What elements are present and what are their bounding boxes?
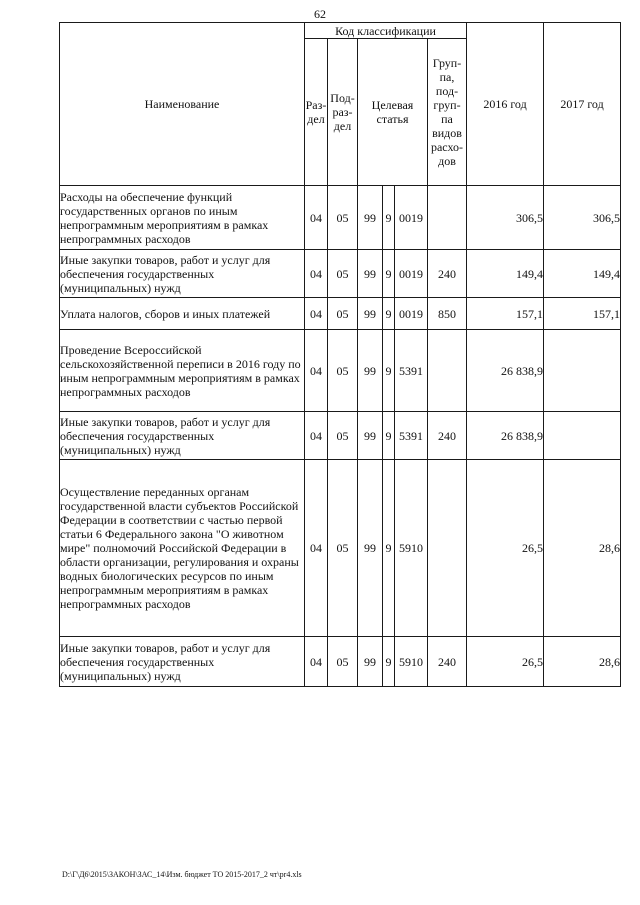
row-name: Осуществление переданных органам государственной власти субъектов Российской Федерации в соответствии с частью первой статьи 6 Федерального закона "О животном мире" полномочий Российской Федерации в области организации, регулирования и охраны водных биологических ресурсов по иным непрограммным мероприятиям в рамках непрограммных расходов [60,460,305,637]
row-name: Иные закупки товаров, работ и услуг для обеспечения государственных (муниципальных) нужд [60,637,305,687]
row-amount-2016: 26 838,9 [467,330,544,412]
row-amount-2017: 28,6 [544,637,621,687]
row-section: 04 [305,460,328,637]
row-subsection: 05 [328,250,358,298]
table-row [60,298,621,330]
row-subsection: 05 [328,460,358,637]
row-target-program: 99 [358,298,383,330]
row-expense-group: 850 [428,298,467,330]
row-amount-2017: 28,6 [544,460,621,637]
row-target-program: 99 [358,250,383,298]
row-expense-group: 240 [428,637,467,687]
row-expense-group [428,460,467,637]
row-target-subprogram: 9 [383,330,395,412]
table-row [60,460,621,637]
row-subsection: 05 [328,637,358,687]
row-target-subprogram: 9 [383,637,395,687]
row-section: 04 [305,330,328,412]
row-amount-2016: 26,5 [467,637,544,687]
row-target-subprogram: 9 [383,412,395,460]
table-row [60,637,621,687]
header-target-article: Целевая статья [358,39,428,186]
row-name: Расходы на обеспечение функций государственных органов по иным непрограммным мероприятиям в рамках непрограммных расходов [60,186,305,250]
row-target-subprogram: 9 [383,298,395,330]
page-number: 62 [314,7,326,21]
row-amount-2017: 306,5 [544,186,621,250]
row-subsection: 05 [328,186,358,250]
header-name: Наименование [60,23,305,186]
row-subsection: 05 [328,330,358,412]
row-amount-2017 [544,412,621,460]
row-amount-2016: 26,5 [467,460,544,637]
row-target-direction: 0019 [395,250,428,298]
row-target-program: 99 [358,330,383,412]
row-amount-2017 [544,330,621,412]
row-target-direction: 5391 [395,330,428,412]
header-year-2016: 2016 год [467,23,544,186]
row-section: 04 [305,298,328,330]
table-row [60,412,621,460]
row-target-program: 99 [358,186,383,250]
row-amount-2016: 306,5 [467,186,544,250]
row-name: Уплата налогов, сборов и иных платежей [60,298,305,330]
row-subsection: 05 [328,298,358,330]
row-amount-2016: 149,4 [467,250,544,298]
row-section: 04 [305,250,328,298]
file-path-footer: D:\Г\Д6\2015\ЗАКОН\ЗАС_14\Изм. бюджет ТО 2015-2017_2 чт\pr4.xls [62,870,302,879]
row-name: Иные закупки товаров, работ и услуг для обеспечения государственных (муниципальных) нужд [60,412,305,460]
row-target-subprogram: 9 [383,460,395,637]
row-target-program: 99 [358,460,383,637]
header-subsection: Под- раз- дел [328,39,358,186]
row-subsection: 05 [328,412,358,460]
table-row [60,330,621,412]
row-amount-2017: 149,4 [544,250,621,298]
row-expense-group: 240 [428,250,467,298]
budget-table [59,22,621,687]
row-section: 04 [305,186,328,250]
row-amount-2016: 157,1 [467,298,544,330]
row-amount-2017: 157,1 [544,298,621,330]
header-expense-group: Груп- па, под- груп- па видов расхо- дов [428,39,467,186]
row-target-program: 99 [358,637,383,687]
table-row [60,250,621,298]
row-target-direction: 0019 [395,186,428,250]
row-section: 04 [305,637,328,687]
header-section: Раз- дел [305,39,328,186]
row-expense-group [428,186,467,250]
row-target-program: 99 [358,412,383,460]
row-expense-group: 240 [428,412,467,460]
row-name: Проведение Всероссийской сельскохозяйственной переписи в 2016 году по иным непрограммным мероприятиям в рамках непрограммных расходов [60,330,305,412]
row-section: 04 [305,412,328,460]
row-target-direction: 5910 [395,460,428,637]
header-classification-code: Код классификации [305,23,467,39]
row-target-direction: 5391 [395,412,428,460]
row-target-subprogram: 9 [383,250,395,298]
row-expense-group [428,330,467,412]
row-target-direction: 5910 [395,637,428,687]
row-target-direction: 0019 [395,298,428,330]
header-year-2017: 2017 год [544,23,621,186]
row-name: Иные закупки товаров, работ и услуг для обеспечения государственных (муниципальных) нужд [60,250,305,298]
row-target-subprogram: 9 [383,186,395,250]
table-row [60,186,621,250]
row-amount-2016: 26 838,9 [467,412,544,460]
